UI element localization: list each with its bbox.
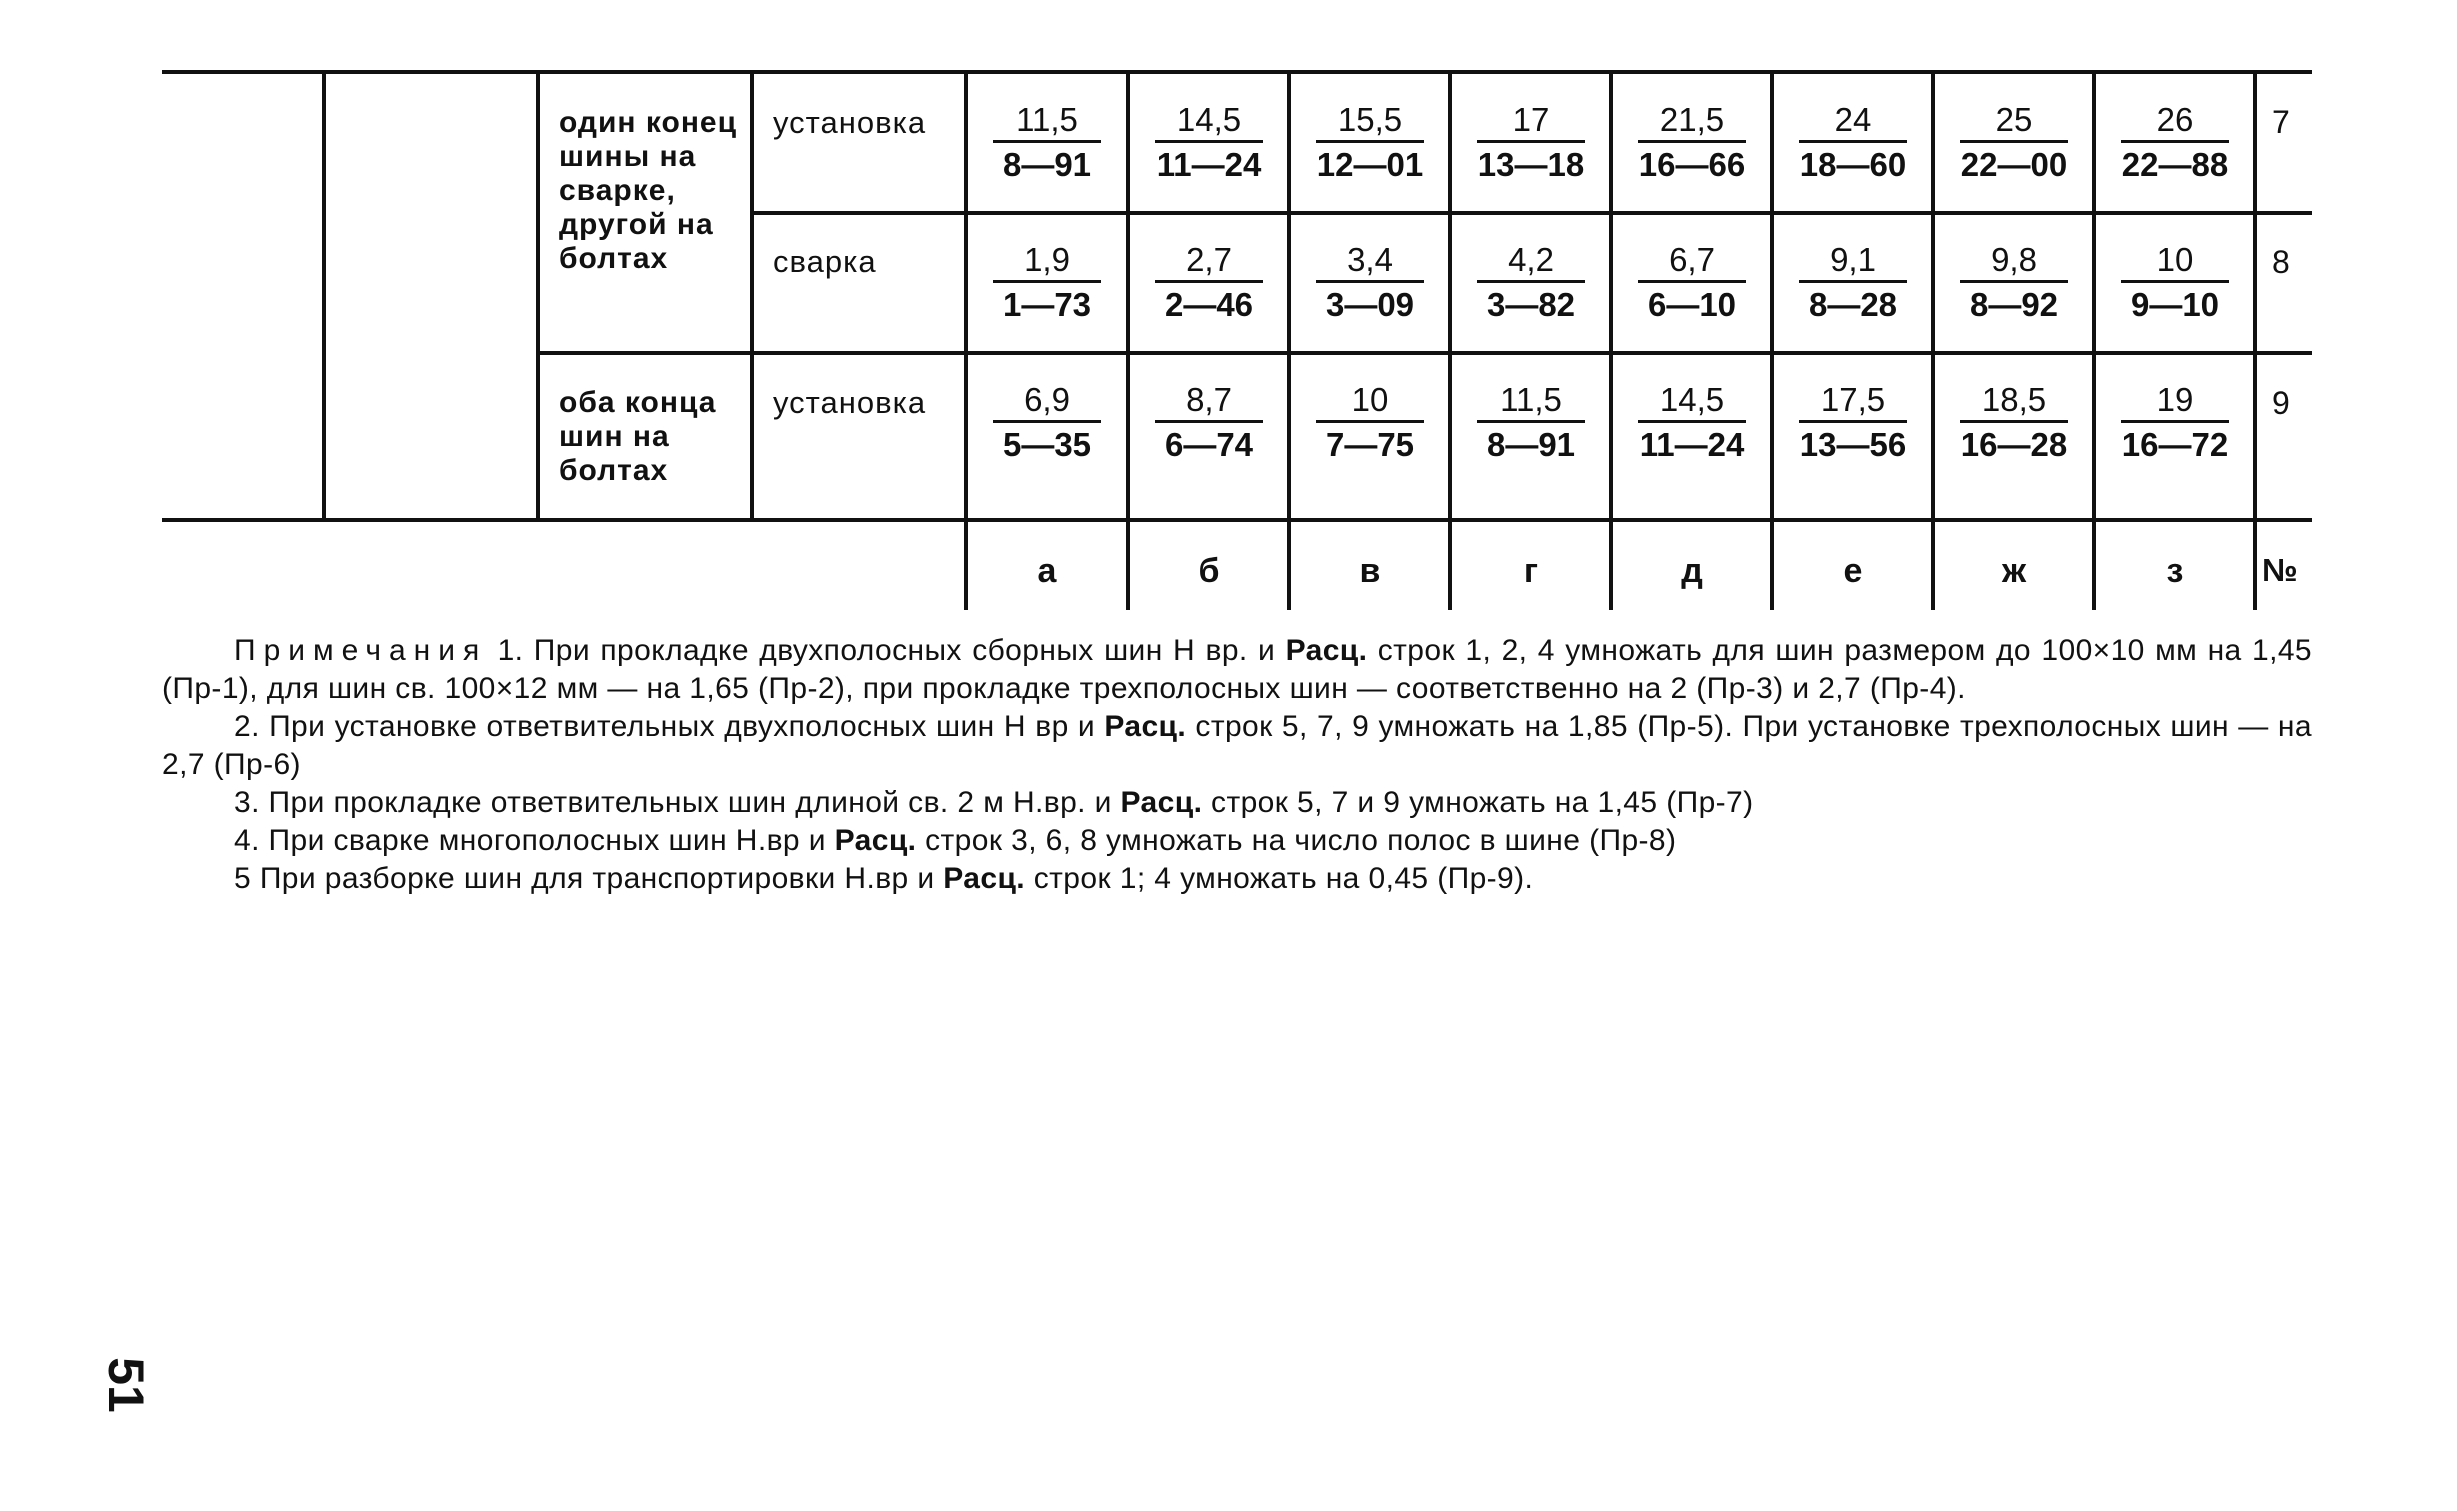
value-cell [992,240,1102,327]
value-cell [2120,380,2230,467]
value-cell [1637,380,1747,467]
time-norm: 11,5 [1500,381,1562,418]
col-label-v: в [1359,552,1381,590]
price: 6—74 [1164,426,1254,463]
time-norm: 1,9 [1024,241,1070,278]
time-norm: 21,5 [1659,101,1725,138]
price: 7—75 [1325,426,1415,463]
no-label: № [2262,552,2298,588]
row-rule-2 [538,351,2312,355]
value-cell [1154,240,1264,327]
notes-heading: Примечания [234,634,488,667]
row-number-8: 8 [2272,244,2290,280]
time-norm: 14,5 [1176,101,1242,138]
work-label-row-8: сварка [773,244,877,279]
value-cell [2120,100,2230,187]
price: 6—10 [1647,286,1737,323]
value-cell [992,380,1102,467]
time-norm: 10 [1351,381,1389,418]
col-label-z: з [2166,552,2184,590]
time-norm: 8,7 [1186,381,1232,418]
value-cell [992,100,1102,187]
value-cell [1476,100,1586,187]
price: 22—00 [1960,146,2068,183]
col-rule-g [1931,70,1935,610]
table-top-rule [162,70,2312,74]
value-cell [1315,100,1425,187]
col-rule-b [1126,70,1130,610]
time-norm: 24 [1834,101,1872,138]
price: 11—24 [1156,146,1262,183]
price: 12—01 [1316,146,1424,183]
time-norm: 25 [1995,101,2033,138]
price: 13—56 [1799,426,1907,463]
price: 9—10 [2130,286,2220,323]
price: 8—92 [1969,286,2059,323]
price: 11—24 [1639,426,1745,463]
notes-block [162,632,2312,898]
value-cell [1637,100,1747,187]
page-number: 51 [97,1357,154,1413]
time-norm: 4,2 [1508,241,1554,278]
col-rule-2 [536,70,540,522]
price: 3—82 [1486,286,1576,323]
time-norm: 6,7 [1669,241,1715,278]
work-label-row-9: установка [773,385,927,420]
time-norm: 17,5 [1820,381,1886,418]
col-rule-c [1287,70,1291,610]
value-cell [1798,380,1908,467]
col-label-d: д [1681,552,1703,590]
time-norm: 19 [2156,381,2194,418]
time-norm: 14,5 [1659,381,1725,418]
price: 8—28 [1808,286,1898,323]
time-norm: 2,7 [1186,241,1232,278]
note-1: Примечания 1. При прокладке двухполосных сборных шин Н вр. и Расц. строк 1, 2, 4 умножать для шин размером до 100×10 мм на 1,45 (Пр-1), для шин св. 100×12 мм — на 1,65 (Пр-2), при прокладке трехполосных шин — соответственно на 2 (Пр-3) и 2,7 (Пр-4). [162,634,2312,705]
note-5: 5 При разборке шин для транспортировки Н.вр и Расц. строк 1; 4 умножать на 0,45 (Пр-9). [234,862,1534,895]
value-cell [1637,240,1747,327]
value-cell [1154,100,1264,187]
row-number-9: 9 [2272,385,2290,421]
price: 22—88 [2121,146,2229,183]
value-cell [2120,240,2230,327]
note-4: 4. При сварке многополосных шин Н.вр и Расц. строк 3, 6, 8 умножать на число полос в шине (Пр-8) [234,824,1677,857]
col-label-e: е [1843,552,1863,590]
value-cell [1959,380,2069,467]
col-label-b: б [1198,552,1220,590]
col-label-zh: ж [2001,552,2027,590]
price: 8—91 [1002,146,1092,183]
time-norm: 10 [2156,241,2194,278]
col-label-g: г [1523,552,1539,590]
time-norm: 9,8 [1991,241,2037,278]
note-2: 2. При установке ответвительных двухполосных шин Н вр и Расц. строк 5, 7, 9 умножать на 1,85 (Пр-5). При установке трехполосных шин — на 2,7 (Пр-6) [162,710,2312,781]
value-cell [1798,240,1908,327]
price: 5—35 [1002,426,1092,463]
price: 18—60 [1799,146,1907,183]
col-rule-e [1609,70,1613,610]
value-cell [1476,240,1586,327]
time-norm: 17 [1512,101,1550,138]
col-label-a: а [1037,552,1057,590]
time-norm: 9,1 [1830,241,1876,278]
row-number-7: 7 [2272,104,2290,140]
price: 16—72 [2121,426,2229,463]
time-norm: 26 [2156,101,2194,138]
group-label-one-end: один конец шины на сварке, другой на болтах [559,106,738,275]
price: 8—91 [1486,426,1576,463]
value-cell [1798,100,1908,187]
col-rule-h [2092,70,2096,610]
time-norm: 11,5 [1016,101,1078,138]
price: 2—46 [1164,286,1254,323]
row-rule-1 [752,211,2312,215]
price: 3—09 [1325,286,1415,323]
value-cell [1315,240,1425,327]
group-label-both-ends: оба конца шин на болтах [559,386,717,487]
price: 16—66 [1638,146,1746,183]
price: 16—28 [1960,426,2068,463]
value-cell [1959,240,2069,327]
note-3: 3. При прокладке ответвительных шин длиной св. 2 м Н.вр. и Расц. строк 5, 7 и 9 умножать на 1,45 (Пр-7) [234,786,1754,819]
col-rule-d [1448,70,1452,610]
table-bottom-rule [162,518,2312,522]
price: 13—18 [1477,146,1585,183]
col-rule-1 [322,70,326,522]
col-rule-f [1770,70,1774,610]
time-norm: 15,5 [1337,101,1403,138]
col-rule-a [964,70,968,610]
col-rule-3 [750,70,754,522]
value-cell [1476,380,1586,467]
work-label-row-7: установка [773,105,927,140]
price: 1—73 [1002,286,1092,323]
time-norm: 6,9 [1024,381,1070,418]
time-norm: 18,5 [1981,381,2047,418]
col-rule-i [2253,70,2257,610]
value-cell [1959,100,2069,187]
time-norm: 3,4 [1347,241,1393,278]
value-cell [1154,380,1264,467]
value-cell [1315,380,1425,467]
